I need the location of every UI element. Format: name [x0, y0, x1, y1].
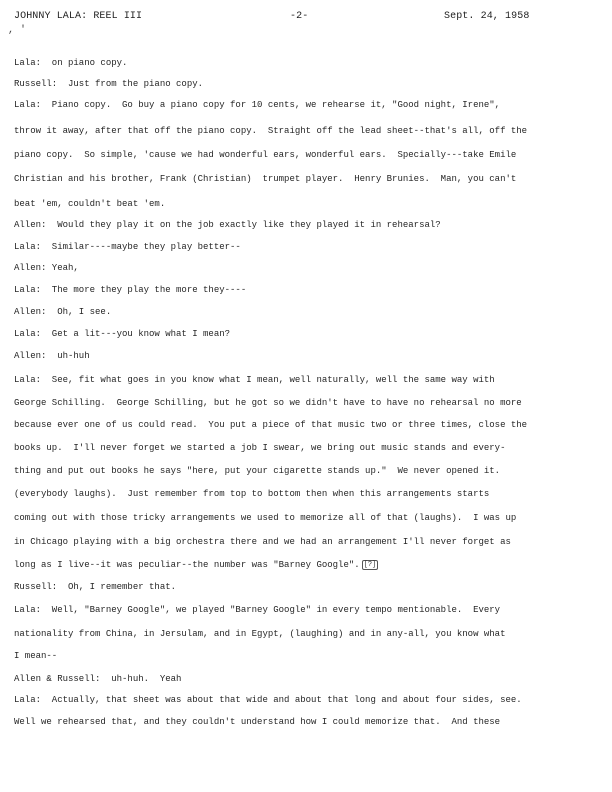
header-title: JOHNNY LALA: REEL III: [14, 11, 143, 22]
transcript-line: Lala: on piano copy.: [14, 58, 128, 68]
transcript-line: because ever one of us could read. You put a piece of that music two or three times, close the: [14, 420, 528, 430]
transcript-line: thing and put out books he says "here, put your cigarette stands up." We never opened it.: [14, 466, 501, 476]
transcript-line: Lala: Similar----maybe they play better--: [14, 242, 241, 252]
transcript-line: I mean--: [14, 651, 58, 661]
header-date: Sept. 24, 1958: [444, 11, 530, 22]
transcript-line: long as I live--it was peculiar--the number was "Barney Google". [?]: [14, 560, 377, 570]
transcript-line: Lala: The more they play the more they----: [14, 285, 247, 295]
transcript-line: Lala: See, fit what goes in you know what I mean, well naturally, well the same way with: [14, 375, 495, 385]
transcript-line: Lala: Piano copy. Go buy a piano copy for 10 cents, we rehearse it, "Good night, Irene",: [14, 100, 501, 110]
transcript-line: Lala: Get a lit---you know what I mean?: [14, 329, 231, 339]
transcript-line: throw it away, after that off the piano copy. Straight off the lead sheet--that's all, off the: [14, 126, 528, 136]
transcript-line: coming out with those tricky arrangements we used to memorize all of that (laughs). I was up: [14, 513, 517, 523]
transcript-line: in Chicago playing with a big orchestra there and we had an arrangement I'll never forget as: [14, 537, 511, 547]
transcript-line: Allen: Oh, I see.: [14, 307, 112, 317]
transcript-line: Russell: Oh, I remember that.: [14, 582, 177, 592]
transcript-line: Well we rehearsed that, and they couldn't understand how I could memorize that. And these: [14, 717, 501, 727]
transcript-line: Christian and his brother, Frank (Christian) trumpet player. Henry Brunies. Man, you can't: [14, 174, 517, 184]
transcript-line: George Schilling. George Schilling, but he got so we didn't have to have no rehearsal no more: [14, 398, 522, 408]
transcript-line: Lala: Well, "Barney Google", we played "Barney Google" in every tempo mentionable. Every: [14, 605, 501, 615]
handwritten-marks: , ': [8, 25, 27, 36]
transcript-line: piano copy. So simple, 'cause we had wonderful ears, wonderful ears. Specially---take Emile: [14, 150, 517, 160]
transcript-line: Allen: uh-huh: [14, 351, 90, 361]
page-number: -2-: [290, 11, 309, 22]
transcript-line: nationality from China, in Jersulam, and in Egypt, (laughing) and in any-all, you know what: [14, 629, 506, 639]
transcript-line: books up. I'll never forget we started a job I swear, we bring out music stands and every-: [14, 443, 506, 453]
transcript-line: beat 'em, couldn't beat 'em.: [14, 199, 166, 209]
transcript-line: Lala: Actually, that sheet was about that wide and about that long and about four sides, see.: [14, 695, 522, 705]
handwritten-annotation: [?]: [363, 560, 377, 569]
transcript-line: Allen & Russell: uh-huh. Yeah: [14, 674, 182, 684]
transcript-line: (everybody laughs). Just remember from top to bottom then when this arrangements starts: [14, 489, 490, 499]
transcript-line: Allen: Would they play it on the job exactly like they played it in rehearsal?: [14, 220, 441, 230]
transcript-line: Allen: Yeah,: [14, 263, 79, 273]
transcript-line: Russell: Just from the piano copy.: [14, 79, 204, 89]
